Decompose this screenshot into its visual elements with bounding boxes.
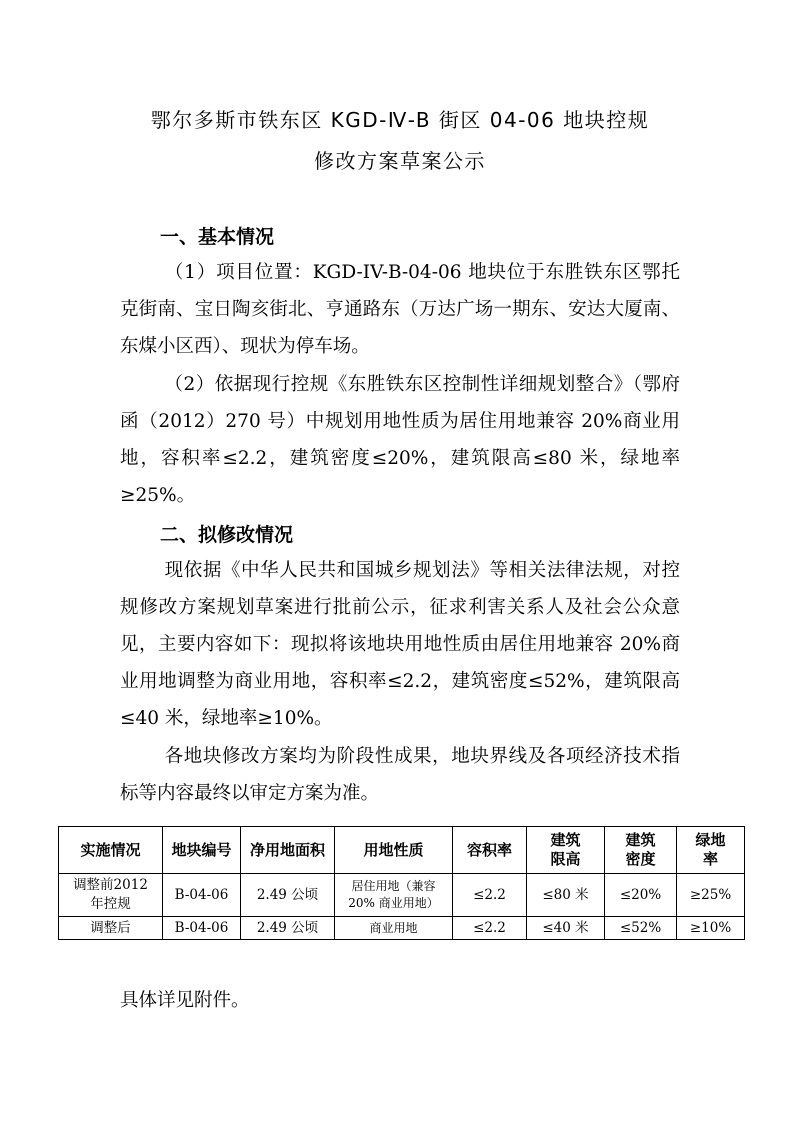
table-cell: 2.49 公顷 xyxy=(241,917,335,940)
table-header-cell: 绿地率 xyxy=(677,827,745,874)
table-cell: ≤52% xyxy=(605,917,677,940)
table-header-cell: 地块编号 xyxy=(163,827,241,874)
table-cell: B-04-06 xyxy=(163,917,241,940)
section2-paragraph1-text: 现依据《中华人民共和国城乡规划法》等相关法律法规，对控规修改方案规划草案进行批前公示，征求利害关系人及社会公众意见，主要内容如下：现拟将该地块用地性质由居住用地兼容 20%商业用地调整为商业用地，容积率≤2.2，建筑密度≤52%，建筑限高≤40 米，绿地率≥10%。 xyxy=(120,560,680,729)
table-cell: ≤20% xyxy=(605,874,677,917)
table-cell: B-04-06 xyxy=(163,874,241,917)
section2-paragraph1 xyxy=(120,552,680,737)
table-row xyxy=(59,917,745,940)
footer-note: 具体详见附件。 xyxy=(120,990,250,1011)
section1-paragraph1 xyxy=(120,254,680,365)
table-cell: ≤80 米 xyxy=(527,874,605,917)
table-cell: ≤2.2 xyxy=(453,917,527,940)
table-header-cell: 建筑限高 xyxy=(527,827,605,874)
section1-paragraph2 xyxy=(120,366,680,514)
table-header-cell: 建筑密度 xyxy=(605,827,677,874)
table-cell: ≤2.2 xyxy=(453,874,527,917)
section2-paragraph2 xyxy=(120,738,680,812)
section1-paragraph1-text: （1）项目位置：KGD-IV-B-04-06 地块位于东胜铁东区鄂托克街南、宝日陶亥街北、亨通路东（万达广场一期东、安达大厦南、东煤小区西）、现状为停车场。 xyxy=(120,262,680,357)
table-cell: 商业用地 xyxy=(335,917,453,940)
section2-paragraph2-text: 各地块修改方案均为阶段性成果，地块界线及各项经济技术指标等内容最终以审定方案为准。 xyxy=(120,746,680,804)
adjustment-table xyxy=(58,826,745,940)
table-cell: 调整后 xyxy=(59,917,163,940)
table-header-row xyxy=(59,827,745,874)
document-title-line2: 修改方案草案公示 xyxy=(314,149,486,173)
table-header-cell: 用地性质 xyxy=(335,827,453,874)
section1-heading: 一、基本情况 xyxy=(160,226,275,248)
section1-paragraph2-text: （2）依据现行控规《东胜铁东区控制性详细规划整合》（鄂府函（2012）270 号）中规划用地性质为居住用地兼容 20%商业用地，容积率≤2.2，建筑密度≤20%，建筑限高≤80 米，绿地率≥25%。 xyxy=(120,374,680,506)
section2-heading: 二、拟修改情况 xyxy=(160,524,294,546)
table-cell: ≥10% xyxy=(677,917,745,940)
document-title-line1: 鄂尔多斯市铁东区 KGD-Ⅳ-B 街区 04-06 地块控规 xyxy=(150,108,650,132)
table-row xyxy=(59,874,745,917)
table-header-cell: 容积率 xyxy=(453,827,527,874)
table-header-cell: 实施情况 xyxy=(59,827,163,874)
table-cell: ≥25% xyxy=(677,874,745,917)
table-cell: ≤40 米 xyxy=(527,917,605,940)
table-cell: 居住用地（兼容 20% 商业用地） xyxy=(335,874,453,917)
table-header-cell: 净用地面积 xyxy=(241,827,335,874)
table-cell: 调整前2012 年控规 xyxy=(59,874,163,917)
table-cell: 2.49 公顷 xyxy=(241,874,335,917)
